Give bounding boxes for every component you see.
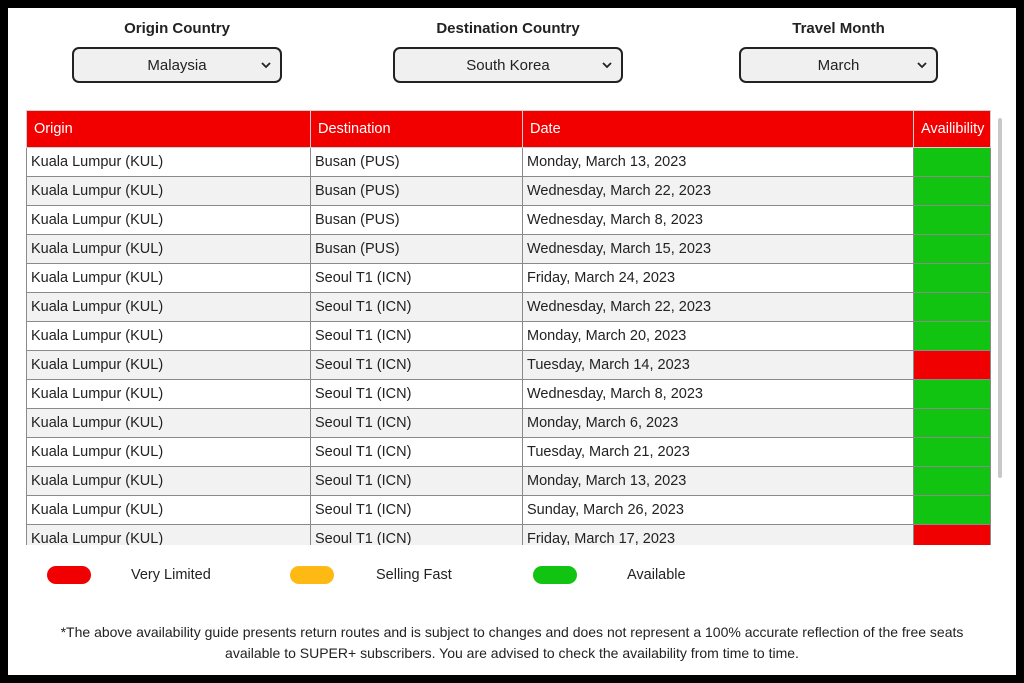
legend-item-very-limited: [47, 566, 91, 584]
cell-availability-indicator: [914, 409, 991, 438]
cell-origin: Kuala Lumpur (KUL): [27, 148, 311, 177]
cell-destination: Seoul T1 (ICN): [311, 467, 523, 496]
cell-date: Wednesday, March 22, 2023: [523, 293, 914, 322]
cell-date: Wednesday, March 8, 2023: [523, 206, 914, 235]
cell-availability-indicator: [914, 177, 991, 206]
cell-origin: Kuala Lumpur (KUL): [27, 235, 311, 264]
origin-filter: [72, 20, 282, 83]
availability-legend: [8, 566, 1016, 590]
page-frame: [8, 8, 1016, 675]
cell-date: Sunday, March 26, 2023: [523, 496, 914, 525]
destination-select-value: South Korea: [466, 56, 550, 74]
table-row: [27, 322, 991, 351]
cell-destination: Seoul T1 (ICN): [311, 351, 523, 380]
table-row: [27, 206, 991, 235]
cell-origin: Kuala Lumpur (KUL): [27, 206, 311, 235]
destination-label: Destination Country: [436, 20, 580, 37]
filter-bar: [8, 8, 1016, 108]
cell-availability-indicator: [914, 496, 991, 525]
cell-date: Friday, March 24, 2023: [523, 264, 914, 293]
legend-swatch: [47, 566, 91, 584]
table-header-row: [27, 111, 991, 148]
column-header-availability: Availibility: [914, 111, 991, 148]
column-header-origin: Origin: [27, 111, 311, 148]
chevron-down-icon: [916, 58, 928, 72]
table-row: [27, 438, 991, 467]
origin-select[interactable]: [72, 47, 282, 83]
cell-origin: Kuala Lumpur (KUL): [27, 496, 311, 525]
cell-date: Friday, March 17, 2023: [523, 525, 914, 546]
table-row: [27, 264, 991, 293]
legend-swatch: [533, 566, 577, 584]
cell-origin: Kuala Lumpur (KUL): [27, 264, 311, 293]
cell-origin: Kuala Lumpur (KUL): [27, 525, 311, 546]
table-row: [27, 148, 991, 177]
table-row: [27, 235, 991, 264]
cell-destination: Seoul T1 (ICN): [311, 525, 523, 546]
cell-date: Wednesday, March 15, 2023: [523, 235, 914, 264]
cell-origin: Kuala Lumpur (KUL): [27, 409, 311, 438]
cell-destination: Busan (PUS): [311, 235, 523, 264]
cell-date: Tuesday, March 14, 2023: [523, 351, 914, 380]
legend-label-selling-fast: Selling Fast: [376, 567, 452, 583]
cell-origin: Kuala Lumpur (KUL): [27, 467, 311, 496]
legend-item-available: [533, 566, 577, 584]
table-row: [27, 467, 991, 496]
cell-availability-indicator: [914, 351, 991, 380]
chevron-down-icon: [601, 58, 613, 72]
table-row: [27, 409, 991, 438]
cell-date: Wednesday, March 8, 2023: [523, 380, 914, 409]
cell-origin: Kuala Lumpur (KUL): [27, 380, 311, 409]
table-scrollbar[interactable]: [998, 118, 1002, 478]
origin-select-value: Malaysia: [147, 56, 207, 74]
cell-origin: Kuala Lumpur (KUL): [27, 177, 311, 206]
cell-availability-indicator: [914, 235, 991, 264]
cell-destination: Busan (PUS): [311, 206, 523, 235]
origin-label: Origin Country: [124, 20, 230, 37]
cell-availability-indicator: [914, 206, 991, 235]
cell-availability-indicator: [914, 264, 991, 293]
cell-date: Monday, March 6, 2023: [523, 409, 914, 438]
cell-destination: Seoul T1 (ICN): [311, 496, 523, 525]
column-header-date: Date: [523, 111, 914, 148]
legend-item-selling-fast: [290, 566, 334, 584]
cell-availability-indicator: [914, 525, 991, 546]
cell-destination: Busan (PUS): [311, 148, 523, 177]
cell-destination: Seoul T1 (ICN): [311, 438, 523, 467]
cell-destination: Seoul T1 (ICN): [311, 380, 523, 409]
legend-label-very-limited: Very Limited: [131, 567, 211, 583]
table-row: [27, 525, 991, 546]
destination-select[interactable]: [393, 47, 623, 83]
table-row: [27, 351, 991, 380]
cell-availability-indicator: [914, 467, 991, 496]
chevron-down-icon: [260, 58, 272, 72]
legend-swatch: [290, 566, 334, 584]
cell-date: Monday, March 13, 2023: [523, 148, 914, 177]
month-select-value: March: [817, 56, 860, 74]
cell-destination: Seoul T1 (ICN): [311, 322, 523, 351]
cell-date: Wednesday, March 22, 2023: [523, 177, 914, 206]
availability-table-container[interactable]: [26, 110, 992, 545]
cell-destination: Seoul T1 (ICN): [311, 264, 523, 293]
cell-availability-indicator: [914, 380, 991, 409]
cell-date: Monday, March 20, 2023: [523, 322, 914, 351]
table-row: [27, 380, 991, 409]
month-filter: [739, 20, 938, 83]
table-row: [27, 496, 991, 525]
cell-origin: Kuala Lumpur (KUL): [27, 322, 311, 351]
cell-availability-indicator: [914, 293, 991, 322]
legend-label-available: Available: [627, 567, 686, 583]
cell-availability-indicator: [914, 438, 991, 467]
availability-disclaimer: *The above availability guide presents return routes and is subject to changes and does not represent a 100% accurate reflection of the free seats available to SUPER+ subscribers. You are advised to check the availability from time to time.: [60, 624, 964, 661]
cell-destination: Seoul T1 (ICN): [311, 293, 523, 322]
cell-destination: Busan (PUS): [311, 177, 523, 206]
month-select[interactable]: [739, 47, 938, 83]
destination-filter: [393, 20, 623, 83]
table-row: [27, 177, 991, 206]
cell-origin: Kuala Lumpur (KUL): [27, 293, 311, 322]
month-label: Travel Month: [792, 20, 885, 37]
cell-date: Tuesday, March 21, 2023: [523, 438, 914, 467]
column-header-destination: Destination: [311, 111, 523, 148]
cell-origin: Kuala Lumpur (KUL): [27, 438, 311, 467]
cell-destination: Seoul T1 (ICN): [311, 409, 523, 438]
cell-date: Monday, March 13, 2023: [523, 467, 914, 496]
cell-availability-indicator: [914, 322, 991, 351]
availability-table: [26, 110, 991, 545]
cell-origin: Kuala Lumpur (KUL): [27, 351, 311, 380]
table-row: [27, 293, 991, 322]
cell-availability-indicator: [914, 148, 991, 177]
